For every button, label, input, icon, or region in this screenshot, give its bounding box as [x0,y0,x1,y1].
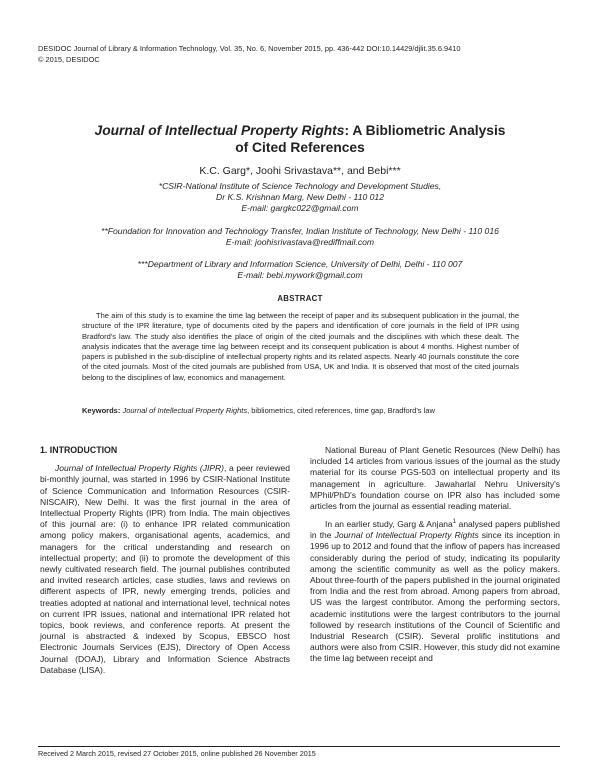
affiliation-line: Dr K.S. Krishnan Marg, New Delhi - 110 012 [216,192,384,202]
keywords-label: Keywords: [82,406,121,415]
affiliation-email: E-mail: bebi.mywork@gmail.com [237,270,363,280]
affiliation-email: E-mail: joohisrivastava@rediffmail.com [225,237,375,247]
affiliation-1 [40,181,560,214]
abstract-heading: ABSTRACT [277,294,323,303]
intro-paragraph-3-journal: Journal of Intellectual Property Rights [334,530,479,541]
section-heading-introduction: 1. INTRODUCTION [40,445,118,455]
intro-paragraph-3-b: analysed papers published in the [310,519,560,541]
copyright-line: © 2015, DESIDOC [38,54,100,64]
left-column [40,445,290,681]
author-list: K.C. Garg*, Joohi Srivastava**, and Bebi*** [199,165,401,177]
intro-paragraph-1 [40,463,290,676]
footer-rule [38,746,560,747]
affiliation-line: *CSIR-National Institute of Science Technology and Development Studies, [158,181,442,191]
title-line2: of Cited References [235,140,365,155]
intro-paragraph-1-text: , a peer reviewed bi-monthly journal, was started in 1996 by CSIR-National Institute of Science Communication and Information Resources (CSIR-NISCAIR), New Delhi. It was the first journal in the area of Intellectual Property Rights (IPR) from India. The main objectives of this journal are: (i) to enhance IPR related communication among policy makers, organisational agents, academics, and managers for the critical understanding and research on intellectual property; and (ii) to promote the development of this newly cultivated research field. The journal publishes contributed and invited research articles, case studies, laws and reviews on different aspects of IPR, newly emerging trends, policies and treaties adopted at national and international level, technical notes on current IPR issues, national and international IPR related hot topics, book reviews, and conference reports. At present the journal is abstracted & indexed by Scopus, EBSCO host Electronic Journals Services (EJS), Directory of Open Access Journal (DOAJ), Library and Information Science Abstracts Database (LISA). [40,463,290,675]
intro-paragraph-3-c: since its inception in 1996 up to 2012 and found that the inflow of papers has increased considerably during the period of study, indicating its popularity among the scientific community as well as the policy makers. About three-fourth of the papers published in the journal originated from India and the rest from abroad. Among papers from abroad, US was the largest contributor. Among the performing sectors, academic institutions were the largest contributors to the journal followed by research institutions of the Council of Scientific and Industrial Research (CSIR). Several prolific institutions and authors were also from CSIR. However, this study did not examine the time lag between receipt and [310,530,560,664]
affiliation-email: E-mail: gargkc022@gmail.com [241,203,359,213]
affiliation-line: ***Department of Library and Information Science, University of Delhi, Delhi - 110 007 [137,259,463,269]
keywords-rest: , bibliometrics, cited references, time gap, Bradford's law [247,406,435,415]
received-dates: Received 2 March 2015, revised 27 October 2015, online published 26 November 2015 [38,749,316,758]
journal-citation-line: DESIDOC Journal of Library & Information Technology, Vol. 35, No. 6, November 2015, pp. 436-442 DOI:10.14429/djlit.35.6.9410 [38,44,461,53]
affiliation-2 [40,226,560,248]
keywords [82,406,519,416]
keywords-journal: Journal of Intellectual Property Rights [122,406,248,415]
affiliation-3 [40,259,560,281]
intro-journal-name: Journal of Intellectual Property Rights (JIPR) [55,463,225,474]
right-column [310,445,560,670]
running-head [38,44,568,65]
intro-paragraph-3-a: In an earlier study, Garg & Anjana [325,519,453,530]
affiliation-line: **Foundation for Innovation and Technology Transfer, Indian Institute of Technology, New Delhi - 110 016 [101,226,499,236]
abstract-text: The aim of this study is to examine the time lag between the receipt of paper and its subsequent publication in the journal, the structure of the IPR literature, type of documents cited by the papers and identification of core journals in the field of IPR using Bradford's law. The study also identifies the place of origin of the cited journals and the disciplines with which these dealt. The analysis indicates that the average time lag between receipt and its consequent publication is about 4 months. Highest number of papers is published in the sub-discipline of intellectual property rights and its related aspects. Nearly 40 journals constitute the core of the cited journals. Most of the cited journals are published from USA, UK and India. It is observed that most of the cited journals belong to the disciplines of law, economics and management. [82,311,519,382]
intro-paragraph-3 [310,517,560,664]
citation-marker: 1 [452,519,457,526]
title-journal-name: Journal of Intellectual Property Rights [94,123,345,138]
paper-title [40,122,560,156]
intro-paragraph-2: National Bureau of Plant Genetic Resources (New Delhi) has included 14 articles from various issues of the journal as the study material for its course PGS-503 on intellectual property and its management in agriculture. Jawaharlal Nehru University's MPhil/PhD's foundation course on IPR also has included some articles from the journal as essential reading material. [310,445,560,512]
title-rest-line1: : A Bibliometric Analysis [344,123,506,138]
